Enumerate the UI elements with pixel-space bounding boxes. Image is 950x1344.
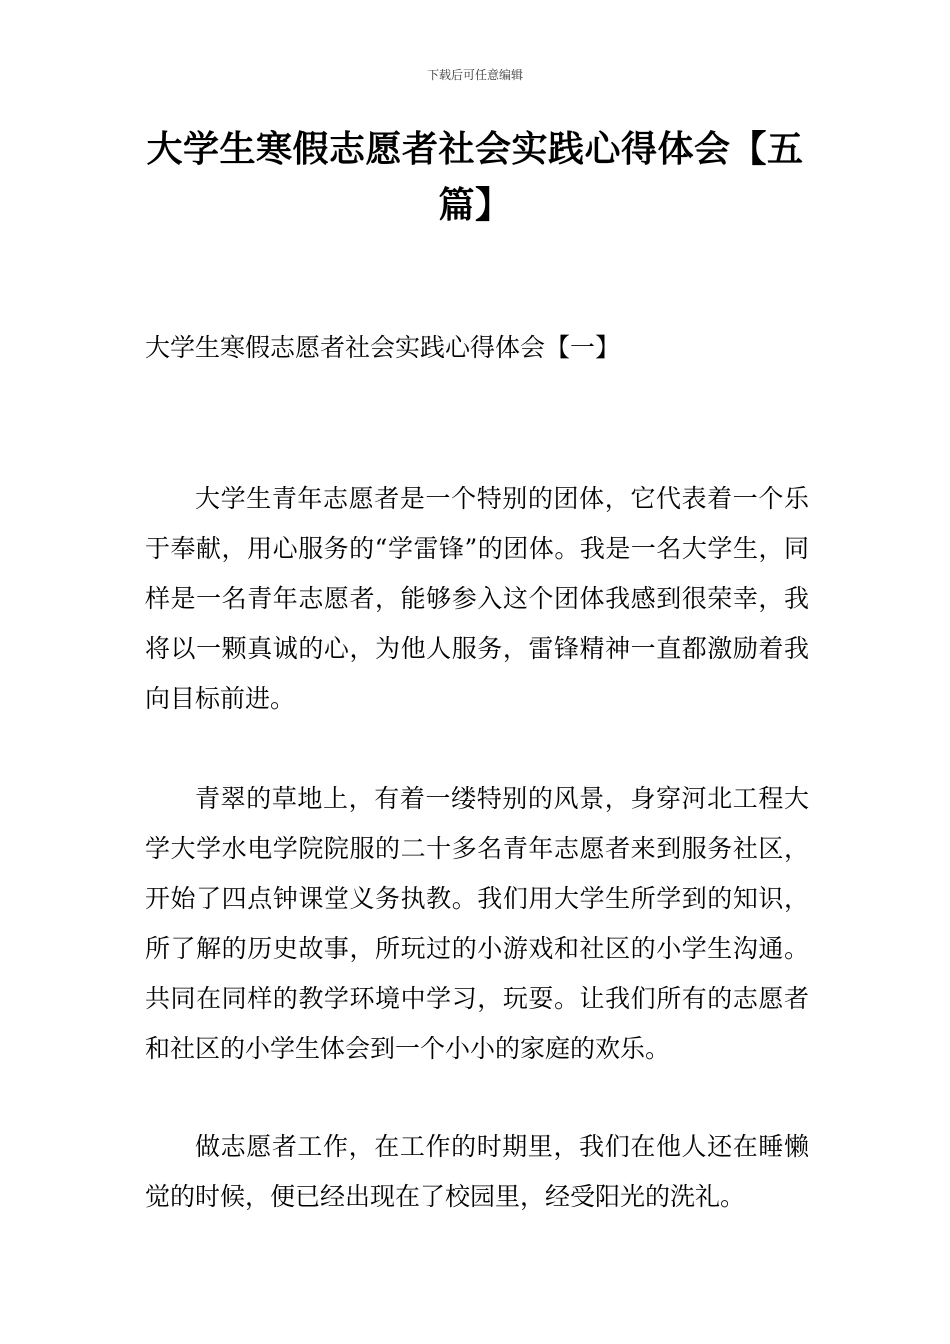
header-note: 下载后可任意编辑 — [426, 68, 523, 82]
body-paragraph-2: 青翠的草地上，有着一缕特别的风景，身穿河北工程大学大学水电学院院服的二十多名青年志愿者来到服务社区，开始了四点钟课堂义务执教。我们用大学生所学到的知识，所了解的历史故事，所玩过的小游戏和社区的小学生沟通。共同在同样的教学环境中学习，玩耍。让我们所有的志愿者和社区的小学生体会到一个小小的家庭的欢乐。 — [145, 784, 809, 1063]
body-paragraph-1: 大学生青年志愿者是一个特别的团体，它代表着一个乐于奉献，用心服务的“学雷锋”的团体。我是一名大学生，同样是一名青年志愿者，能够参入这个团体我感到很荣幸，我将以一颗真诚的心，为他人服务，雷锋精神一直都激励着我向目标前进。 — [145, 484, 809, 713]
document-title: 大学生寒假志愿者社会实践心得体会【五篇】 — [146, 129, 804, 226]
section-heading: 大学生寒假志愿者社会实践心得体会【一】 — [145, 333, 621, 362]
body-paragraph-3: 做志愿者工作，在工作的时期里，我们在他人还在睡懒觉的时候，便已经出现在了校园里，经受阳光的洗礼。 — [145, 1132, 809, 1211]
